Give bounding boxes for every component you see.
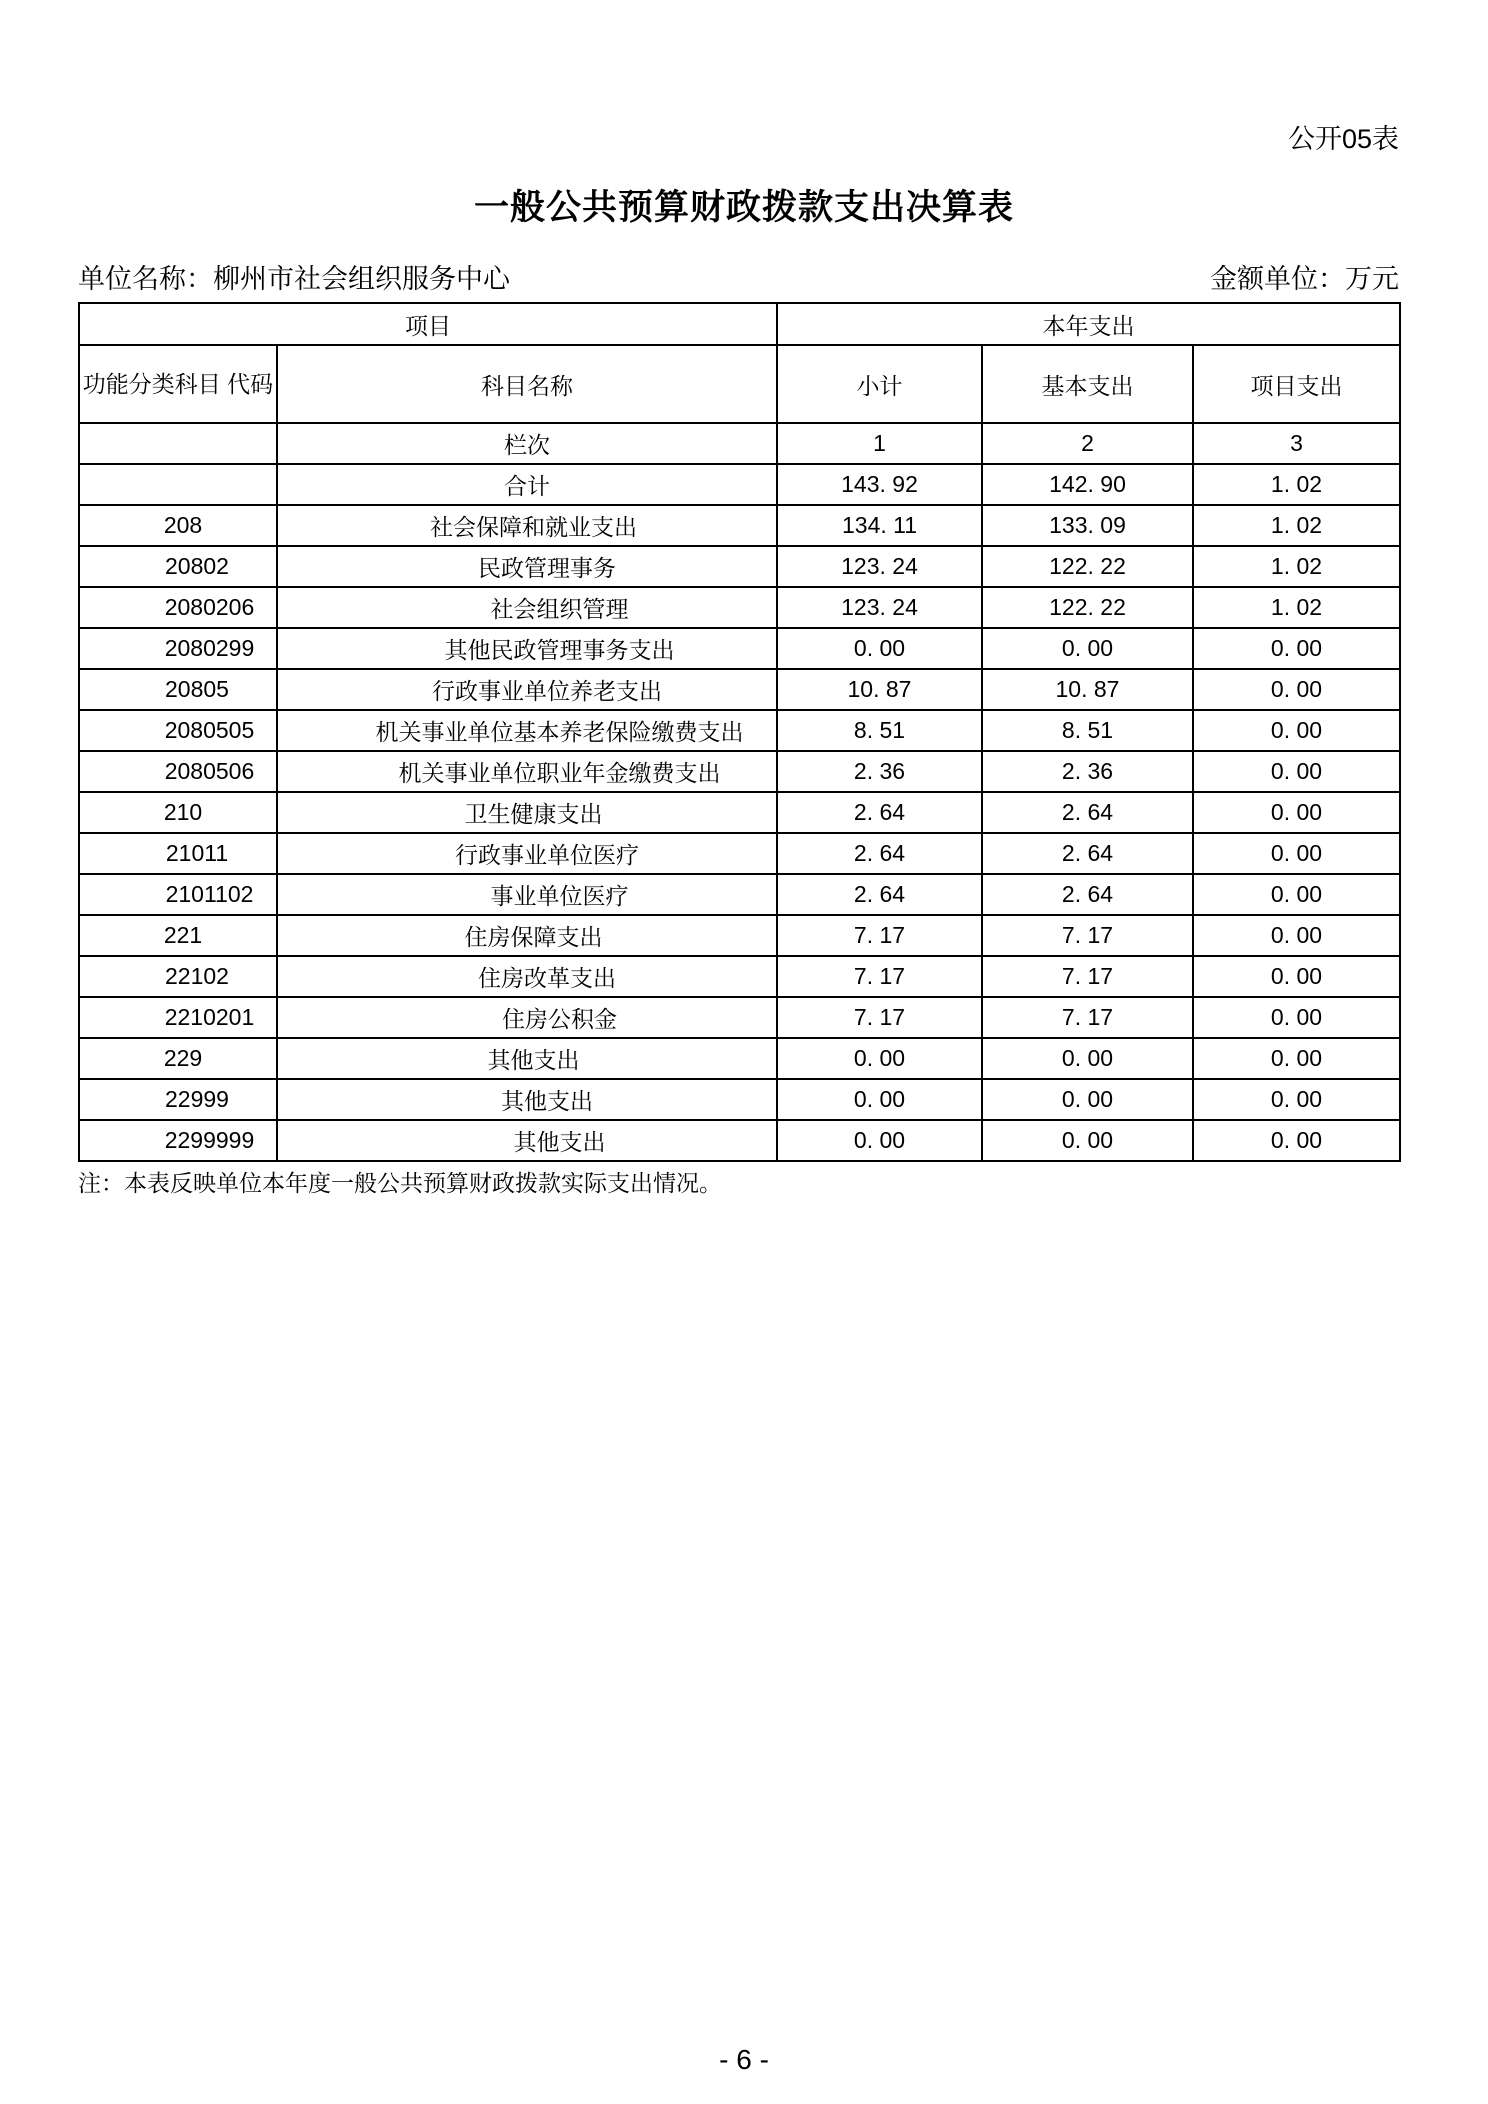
cell-project: 0. 00	[1193, 1079, 1400, 1120]
table-row	[79, 669, 1400, 710]
cell-project: 1. 02	[1193, 587, 1400, 628]
cell-subtotal: 2. 64	[777, 874, 982, 915]
cell-subtotal: 2. 64	[777, 792, 982, 833]
header-subtotal: 小计	[777, 345, 982, 423]
form-number-label: 公开05表	[1287, 124, 1399, 154]
cell-subject-name: 住房改革支出	[277, 956, 777, 997]
table-row	[79, 546, 1400, 587]
header-current-year-group: 本年支出	[777, 303, 1400, 345]
cell-function-code: 20805	[79, 669, 277, 710]
cell-subject-name: 民政管理事务	[277, 546, 777, 587]
cell-function-code: 22102	[79, 956, 277, 997]
cell-basic: 7. 17	[982, 915, 1193, 956]
index-col-3: 3	[1193, 423, 1400, 464]
table-note: 注：本表反映单位本年度一般公共预算财政拨款实际支出情况。	[78, 1170, 722, 1196]
header-subject-name: 科目名称	[277, 345, 777, 423]
cell-basic: 142. 90	[982, 464, 1193, 505]
table-row	[79, 833, 1400, 874]
cell-basic: 8. 51	[982, 710, 1193, 751]
table-row	[79, 956, 1400, 997]
table-row	[79, 915, 1400, 956]
header-function-code: 功能分类科目 代码	[79, 345, 277, 423]
cell-basic: 2. 64	[982, 792, 1193, 833]
table-row	[79, 1079, 1400, 1120]
cell-project: 0. 00	[1193, 628, 1400, 669]
cell-subtotal: 123. 24	[777, 587, 982, 628]
cell-basic: 2. 64	[982, 833, 1193, 874]
cell-subject-name: 事业单位医疗	[277, 874, 777, 915]
header-project-expenditure: 项目支出	[1193, 345, 1400, 423]
unit-name-label: 单位名称：柳州市社会组织服务中心	[78, 264, 510, 294]
cell-subtotal: 8. 51	[777, 710, 982, 751]
table-row	[79, 710, 1400, 751]
expenditure-table	[78, 302, 1401, 1162]
index-blank-cell	[79, 423, 277, 464]
cell-function-code: 22999	[79, 1079, 277, 1120]
amount-unit-label: 金额单位：万元	[1210, 264, 1399, 294]
cell-project: 0. 00	[1193, 1038, 1400, 1079]
cell-subtotal: 0. 00	[777, 1079, 982, 1120]
table-row	[79, 505, 1400, 546]
cell-basic: 0. 00	[982, 628, 1193, 669]
cell-project: 0. 00	[1193, 874, 1400, 915]
cell-subtotal: 2. 64	[777, 833, 982, 874]
cell-basic: 122. 22	[982, 587, 1193, 628]
cell-function-code: 2210201	[79, 997, 277, 1038]
cell-subject-name: 社会组织管理	[277, 587, 777, 628]
cell-basic: 0. 00	[982, 1038, 1193, 1079]
cell-function-code: 2299999	[79, 1120, 277, 1161]
cell-function-code: 2080505	[79, 710, 277, 751]
cell-basic: 2. 36	[982, 751, 1193, 792]
table-body	[79, 464, 1400, 1161]
table-row	[79, 751, 1400, 792]
table-row	[79, 997, 1400, 1038]
cell-function-code: 229	[79, 1038, 277, 1079]
cell-subtotal: 0. 00	[777, 1038, 982, 1079]
cell-function-code: 2080206	[79, 587, 277, 628]
cell-subtotal: 10. 87	[777, 669, 982, 710]
index-label: 栏次	[277, 423, 777, 464]
cell-subtotal: 7. 17	[777, 997, 982, 1038]
cell-function-code	[79, 464, 277, 505]
cell-subtotal: 0. 00	[777, 1120, 982, 1161]
cell-subtotal: 2. 36	[777, 751, 982, 792]
cell-function-code: 2080299	[79, 628, 277, 669]
cell-project: 0. 00	[1193, 915, 1400, 956]
cell-function-code: 2080506	[79, 751, 277, 792]
cell-function-code: 21011	[79, 833, 277, 874]
cell-project: 0. 00	[1193, 833, 1400, 874]
cell-basic: 7. 17	[982, 997, 1193, 1038]
column-index-row	[79, 423, 1400, 464]
cell-subject-name: 其他民政管理事务支出	[277, 628, 777, 669]
table-row	[79, 792, 1400, 833]
index-col-2: 2	[982, 423, 1193, 464]
cell-project: 0. 00	[1193, 997, 1400, 1038]
table-row	[79, 587, 1400, 628]
cell-subtotal: 0. 00	[777, 628, 982, 669]
cell-project: 0. 00	[1193, 751, 1400, 792]
header-project-group: 项目	[79, 303, 777, 345]
cell-subtotal: 134. 11	[777, 505, 982, 546]
cell-basic: 10. 87	[982, 669, 1193, 710]
header-group-row	[79, 303, 1400, 345]
cell-project: 0. 00	[1193, 1120, 1400, 1161]
cell-subject-name: 其他支出	[277, 1038, 777, 1079]
table-row	[79, 874, 1400, 915]
cell-subject-name: 机关事业单位基本养老保险缴费支出	[277, 710, 777, 751]
cell-function-code: 221	[79, 915, 277, 956]
cell-project: 1. 02	[1193, 505, 1400, 546]
cell-project: 1. 02	[1193, 464, 1400, 505]
meta-row	[78, 264, 1399, 295]
cell-subtotal: 143. 92	[777, 464, 982, 505]
cell-basic: 7. 17	[982, 956, 1193, 997]
cell-project: 0. 00	[1193, 669, 1400, 710]
cell-basic: 2. 64	[982, 874, 1193, 915]
cell-subject-name: 行政事业单位医疗	[277, 833, 777, 874]
table-row	[79, 464, 1400, 505]
cell-subject-name: 合计	[277, 464, 777, 505]
cell-project: 0. 00	[1193, 956, 1400, 997]
cell-subject-name: 住房保障支出	[277, 915, 777, 956]
table-row	[79, 628, 1400, 669]
cell-project: 1. 02	[1193, 546, 1400, 587]
cell-project: 0. 00	[1193, 710, 1400, 751]
cell-project: 0. 00	[1193, 792, 1400, 833]
cell-function-code: 210	[79, 792, 277, 833]
cell-function-code: 20802	[79, 546, 277, 587]
cell-subject-name: 机关事业单位职业年金缴费支出	[277, 751, 777, 792]
cell-function-code: 2101102	[79, 874, 277, 915]
cell-subtotal: 123. 24	[777, 546, 982, 587]
table-row	[79, 1038, 1400, 1079]
cell-function-code: 208	[79, 505, 277, 546]
cell-subject-name: 卫生健康支出	[277, 792, 777, 833]
cell-subject-name: 住房公积金	[277, 997, 777, 1038]
cell-subject-name: 其他支出	[277, 1120, 777, 1161]
cell-subject-name: 其他支出	[277, 1079, 777, 1120]
table-row	[79, 1120, 1400, 1161]
cell-basic: 0. 00	[982, 1079, 1193, 1120]
cell-basic: 0. 00	[982, 1120, 1193, 1161]
page-number: - 6 -	[719, 2044, 769, 2075]
header-columns-row	[79, 345, 1400, 423]
cell-subtotal: 7. 17	[777, 956, 982, 997]
cell-subject-name: 行政事业单位养老支出	[277, 669, 777, 710]
cell-basic: 122. 22	[982, 546, 1193, 587]
cell-subtotal: 7. 17	[777, 915, 982, 956]
page-title: 一般公共预算财政拨款支出决算表	[473, 188, 1014, 227]
header-basic-expenditure: 基本支出	[982, 345, 1193, 423]
index-col-1: 1	[777, 423, 982, 464]
cell-subject-name: 社会保障和就业支出	[277, 505, 777, 546]
cell-basic: 133. 09	[982, 505, 1193, 546]
